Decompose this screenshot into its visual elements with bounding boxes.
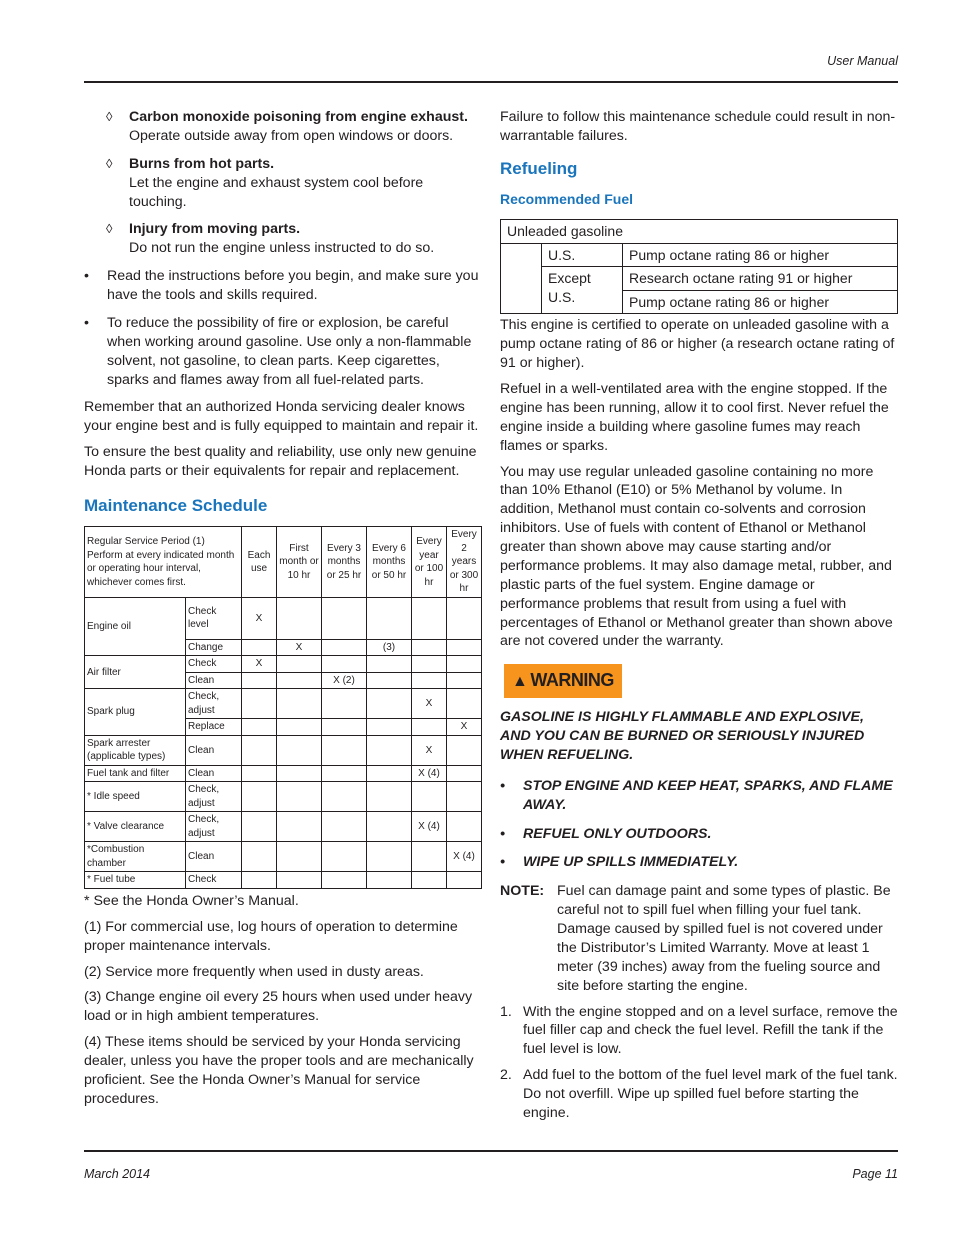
table-cell (277, 782, 322, 812)
warning-badge (504, 664, 622, 698)
table-cell (412, 656, 447, 673)
warning-bullet (500, 777, 898, 815)
table-cell (322, 597, 367, 639)
table-cell (277, 735, 322, 765)
table-cell (412, 672, 447, 689)
hazard-title: Injury from moving parts. (129, 221, 301, 238)
paragraph-parts: To ensure the best quality and reliability, use only new genuine Honda parts or their equivalents for repair and replacement. (84, 444, 477, 479)
table-item-cell: Fuel tank and filter (85, 765, 186, 782)
bullet-dot-icon: • (84, 268, 89, 285)
fuel-table-spacer (501, 243, 542, 314)
table-cell: X (277, 639, 322, 656)
table-cell (277, 689, 322, 719)
table-cell (412, 842, 447, 872)
table-cell (322, 872, 367, 889)
bullet-text: To reduce the possibility of fire or explosion, be careful when working around gasoline. Use only a non-flammable solvent, not gasoline, to clean parts. Keep cigarettes, sparks and flames away from all fuel-related parts. (107, 314, 472, 388)
bullet-dot-icon: • (500, 854, 505, 871)
refueling-heading: Refueling (500, 158, 578, 178)
table-cell (447, 782, 482, 812)
warning-bullet-text: STOP ENGINE AND KEEP HEAT, SPARKS, AND FLAME AWAY. (523, 777, 893, 813)
left-column (84, 108, 482, 1116)
table-cell (322, 782, 367, 812)
warning-bullet-text: REFUEL ONLY OUTDOORS. (523, 825, 712, 842)
footnote: * See the Honda Owner’s Manual. (84, 892, 299, 909)
table-cell (447, 872, 482, 889)
table-cell (367, 872, 412, 889)
table-cell (242, 735, 277, 765)
warning-title: GASOLINE IS HIGHLY FLAMMABLE AND EXPLOSIVE, AND YOU CAN BE BURNED OR SERIOUSLY INJURED WHEN REFUELING. (500, 709, 865, 763)
hazard-item (84, 220, 482, 258)
table-action-cell: Check (186, 656, 242, 673)
hazard-title: Burns from hot parts. (129, 155, 275, 172)
table-action-cell: Clean (186, 765, 242, 782)
right-column (500, 108, 898, 1130)
table-header-cell: First month or 10 hr (277, 527, 322, 598)
diamond-bullet-icon: ◊ (106, 155, 113, 171)
step-number: 2. (500, 1067, 512, 1084)
table-header-cell: Every 3 months or 25 hr (322, 527, 367, 598)
table-cell (242, 812, 277, 842)
table-row (85, 842, 482, 872)
table-cell (367, 597, 412, 639)
diamond-bullet-icon: ◊ (106, 109, 113, 124)
table-row (85, 872, 482, 889)
bullet-item (84, 314, 482, 390)
table-cell (277, 765, 322, 782)
table-action-cell: Check level (186, 597, 242, 639)
table-item-cell: Spark plug (85, 689, 186, 736)
footnote: (1) For commercial use, log hours of operation to determine proper maintenance intervals. (84, 918, 458, 954)
table-action-cell: Check, adjust (186, 782, 242, 812)
hazard-text: Operate outside away from open windows or doors. (129, 127, 454, 144)
paragraph: You may use regular unleaded gasoline containing no more than 10% Ethanol (E10) or 5% Methanol by volume. In addition, Methanol must contain co-solvents and corrosion inhibitors. Use of fuels with content of Ethanol or Methanol greater than shown above may cause starting and/or performance problems. It may also damage metal, rubber, and plastic parts of the fuel system. Engine damage or performance problems that result from using a fuel with percentages of Ethanol or Methanol greater than shown above are not covered under the warranty. (500, 463, 893, 650)
table-cell (242, 689, 277, 719)
table-cell (367, 765, 412, 782)
hazard-title: Carbon monoxide poisoning from engine exhaust. (129, 109, 468, 125)
step-text: Add fuel to the bottom of the fuel level mark of the fuel tank. Do not overfill. Wipe up spilled fuel before starting the engine. (523, 1067, 898, 1121)
warning-bullet (500, 825, 898, 844)
note-block (500, 882, 898, 995)
footnote: (3) Change engine oil every 25 hours when used under heavy load or in high ambient temperatures. (84, 989, 473, 1025)
footer-date: March 2014 (84, 1167, 151, 1181)
table-action-cell: Clean (186, 735, 242, 765)
hazard-text: Do not run the engine unless instructed to do so. (129, 240, 435, 257)
table-cell: X (412, 735, 447, 765)
step-item (500, 1066, 898, 1123)
table-cell (242, 782, 277, 812)
table-cell (447, 689, 482, 719)
table-item-cell: Engine oil (85, 597, 186, 656)
table-cell (322, 656, 367, 673)
table-cell (277, 656, 322, 673)
table-row (85, 735, 482, 765)
table-cell (322, 842, 367, 872)
table-item-cell: * Idle speed (85, 782, 186, 812)
footnote: (4) These items should be serviced by your Honda servicing dealer, unless you have the proper tools and are mechanically proficient. See the Honda Owner’s Manual for service procedures. (84, 1034, 474, 1107)
table-row (85, 689, 482, 719)
table-cell (277, 597, 322, 639)
fuel-region-label: Except U.S. (542, 267, 623, 314)
header-rule (84, 81, 898, 83)
table-cell (277, 812, 322, 842)
table-cell (412, 597, 447, 639)
footer-page-number: Page 11 (852, 1167, 898, 1181)
paragraph: This engine is certified to operate on unleaded gasoline with a pump octane rating of 86 or higher (a research octane rating of 91 or higher). (500, 317, 895, 372)
table-cell (242, 719, 277, 736)
table-cell (277, 842, 322, 872)
table-cell (242, 765, 277, 782)
table-cell (322, 765, 367, 782)
step-item (500, 1003, 898, 1060)
table-cell (277, 872, 322, 889)
table-action-cell: Clean (186, 672, 242, 689)
fuel-rating-value: Research octane rating 91 or higher (623, 267, 898, 291)
footer-rule (84, 1150, 898, 1152)
table-cell (322, 639, 367, 656)
table-header-cell: Every year or 100 hr (412, 527, 447, 598)
table-cell (367, 719, 412, 736)
table-cell: X (242, 656, 277, 673)
table-cell (367, 672, 412, 689)
table-cell (447, 735, 482, 765)
hazard-item (84, 155, 482, 212)
intro-paragraph: Failure to follow this maintenance schedule could result in non- warrantable failures. (500, 109, 896, 144)
table-cell: X (4) (412, 765, 447, 782)
table-cell: (3) (367, 639, 412, 656)
table-cell (447, 765, 482, 782)
table-cell (367, 812, 412, 842)
table-cell (447, 672, 482, 689)
table-cell (412, 872, 447, 889)
recommended-fuel-heading: Recommended Fuel (500, 191, 634, 208)
table-header-cell: Regular Service Period (1) Perform at every indicated month or operating hour interval, whichever comes first. (85, 527, 242, 598)
table-header-cell: Each use (242, 527, 277, 598)
diamond-bullet-icon: ◊ (106, 221, 113, 237)
table-row (85, 656, 482, 673)
table-action-cell: Check (186, 872, 242, 889)
table-row (85, 597, 482, 639)
table-cell (322, 719, 367, 736)
header-title: User Manual (827, 54, 898, 68)
bullet-dot-icon: • (84, 314, 89, 331)
table-action-cell: Change (186, 639, 242, 656)
table-row (85, 782, 482, 812)
table-cell: X (4) (447, 842, 482, 872)
table-cell (367, 842, 412, 872)
table-cell (277, 719, 322, 736)
table-cell (412, 719, 447, 736)
fuel-rating-value: Pump octane rating 86 or higher (623, 243, 898, 267)
table-header-cell: Every 2 years or 300 hr (447, 527, 482, 598)
maintenance-schedule-heading: Maintenance Schedule (84, 495, 268, 515)
warning-label: WARNING (530, 670, 614, 691)
table-cell (367, 782, 412, 812)
step-number: 1. (500, 1003, 512, 1020)
table-header-row (85, 527, 482, 598)
note-text: Fuel can damage paint and some types of plastic. Be careful not to spill fuel when filling your fuel tank. Damage caused by spilled fuel is not covered under the Distributor’s Limited Warranty. Move at least 1 meter (39 inches) away from the fueling source and site before starting the engine. (557, 883, 891, 994)
table-cell: X (4) (412, 812, 447, 842)
recommended-fuel-table (500, 219, 898, 314)
table-header-cell: Every 6 months or 50 hr (367, 527, 412, 598)
table-cell: X (447, 719, 482, 736)
warning-bullet-text: WIPE UP SPILLS IMMEDIATELY. (523, 854, 739, 871)
warning-triangle-icon: ▲ (512, 673, 528, 691)
bullet-text: Read the instructions before you begin, and make sure you have the tools and skills required. (107, 268, 479, 303)
table-cell: X (242, 597, 277, 639)
fuel-rating-value: Pump octane rating 86 or higher (623, 290, 898, 314)
table-cell (322, 812, 367, 842)
bullet-dot-icon: • (500, 777, 505, 794)
paragraph: Refuel in a well-ventilated area with the engine stopped. If the engine has been running, allow it to cool first. Never refuel the engine inside a building where gasoline fumes may reach flames or sparks. (500, 381, 889, 454)
bullet-item (84, 267, 482, 305)
fuel-table-title: Unleaded gasoline (501, 219, 898, 243)
table-row (85, 812, 482, 842)
table-cell (447, 597, 482, 639)
table-cell (412, 782, 447, 812)
table-item-cell: Spark arrester (applicable types) (85, 735, 186, 765)
table-cell (322, 735, 367, 765)
table-action-cell: Check, adjust (186, 689, 242, 719)
table-cell (447, 656, 482, 673)
note-label: NOTE: (500, 883, 545, 900)
table-cell (367, 689, 412, 719)
hazard-item (84, 108, 482, 146)
bullet-dot-icon: • (500, 825, 505, 842)
table-item-cell: Air filter (85, 656, 186, 689)
table-cell: X (2) (322, 672, 367, 689)
table-action-cell: Check, adjust (186, 812, 242, 842)
table-item-cell: *Combustion chamber (85, 842, 186, 872)
table-cell (367, 656, 412, 673)
table-action-cell: Clean (186, 842, 242, 872)
fuel-region-label: U.S. (542, 243, 623, 267)
table-row (85, 765, 482, 782)
maintenance-schedule-table (84, 526, 482, 889)
table-row (501, 243, 898, 267)
table-item-cell: * Fuel tube (85, 872, 186, 889)
footnote: (2) Service more frequently when used in dusty areas. (84, 963, 424, 980)
table-cell (447, 812, 482, 842)
hazard-text: Let the engine and exhaust system cool before touching. (129, 174, 424, 210)
table-item-cell: * Valve clearance (85, 812, 186, 842)
table-action-cell: Replace (186, 719, 242, 736)
table-cell: X (412, 689, 447, 719)
table-cell (242, 672, 277, 689)
table-cell (412, 639, 447, 656)
table-cell (277, 672, 322, 689)
table-cell (242, 842, 277, 872)
step-text: With the engine stopped and on a level surface, remove the fuel filler cap and check the fuel level. Refill the tank if the fuel level is low. (523, 1003, 898, 1058)
paragraph-dealer: Remember that an authorized Honda servicing dealer knows your engine best and is fully equipped to maintain and repair it. (84, 399, 479, 435)
table-cell (367, 735, 412, 765)
table-row (501, 267, 898, 291)
warning-bullet (500, 853, 898, 872)
table-cell (242, 639, 277, 656)
table-cell (242, 872, 277, 889)
table-cell (447, 639, 482, 656)
table-row (501, 219, 898, 243)
table-cell (322, 689, 367, 719)
